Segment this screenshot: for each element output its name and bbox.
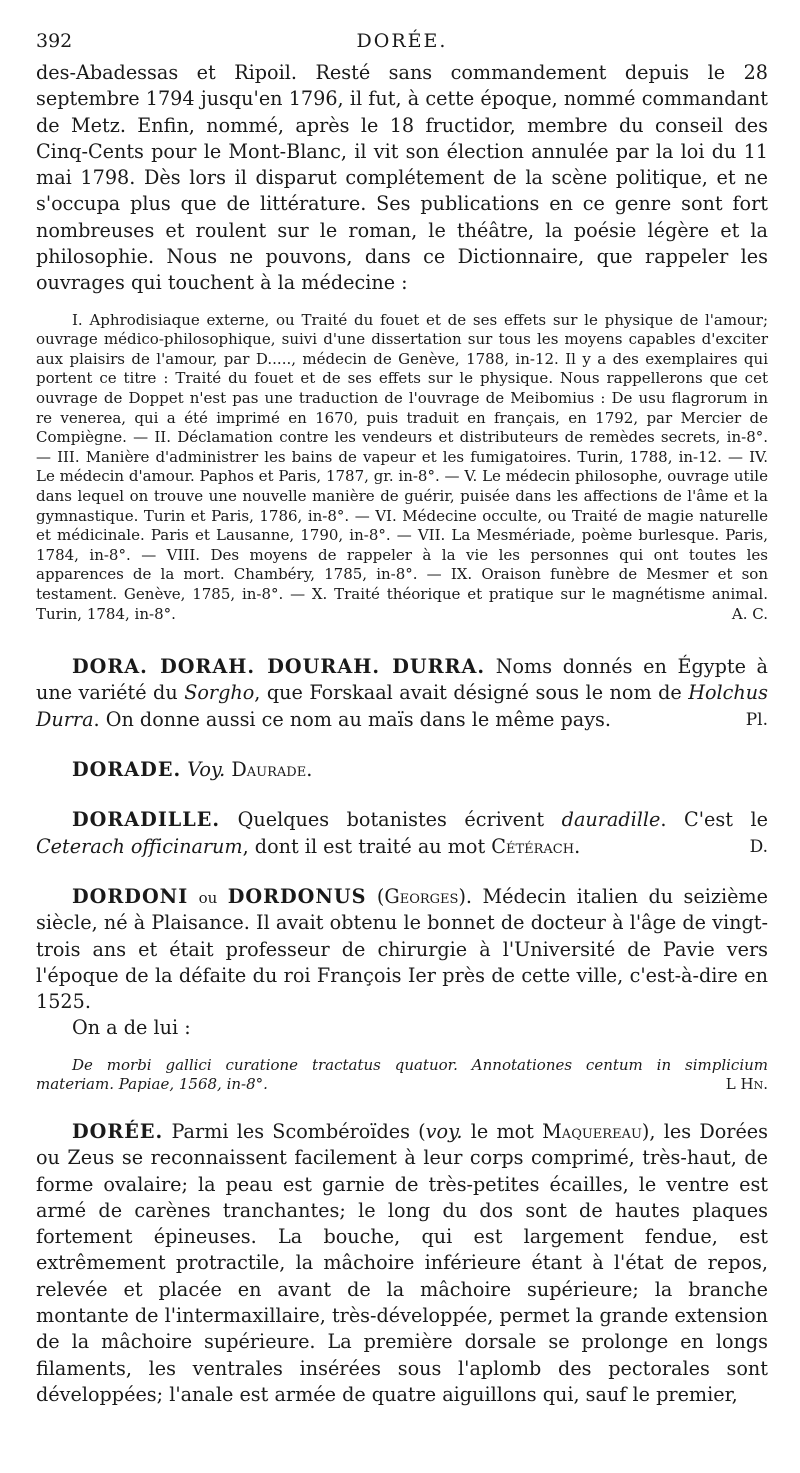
dora-text-1: Noms donnés en Égypte à une variété du bbox=[36, 655, 768, 705]
doppet-bibliography-block bbox=[36, 311, 768, 625]
doree-text-1: Parmi les Scombéroïdes ( bbox=[171, 1119, 426, 1143]
page-number: 392 bbox=[36, 30, 73, 52]
doree-text-2: le mot bbox=[462, 1119, 543, 1143]
dordoni-signature: L Hn. bbox=[725, 1075, 768, 1094]
doradille-ref: Cétérach. bbox=[491, 834, 581, 858]
doradille-ceterach: Ceterach officinarum bbox=[36, 834, 243, 858]
dora-text-2: , que Forskaal avait désigné sous le nom de bbox=[254, 681, 689, 705]
doradille-signature: D. bbox=[749, 836, 768, 857]
doppet-bibliography-text: I. Aphrodisiaque externe, ou Traité du fouet et de ses effets sur le physique de l'amour; ouvrage médico-philosophique, suivi d'une dissertation sur tous les moyens capables d'exciter aux plaisirs de l'amour, par D....., médecin de Genève, 1788, in-12. Il y a des exemplaires qui portent ce titre : Traité du fouet et de ses effets sur le physique. Nous rappellerons que cet ouvrage de Doppet n'est pas une traduction de l'ouvrage de Meibomius : De usu flagrorum in re venerea, qui a été imprimé en 1670, puis traduit en français, en 1792, par Mercier de Compiègne. — II. Déclamation contre les vendeurs et distributeurs de remèdes secrets, in-8°. — III. Manière d'administrer les bains de vapeur et les fumigatoires. Turin, 1788, in-12. — IV. Le médecin d'amour. Paphos et Paris, 1787, gr. in-8°. — V. Le médecin philosophe, ouvrage utile dans lequel on trouve une nouvelle manière de guérir, puisée dans les affections de l'âme et la gymnastique. Turin et Paris, 1786, in-8°. — VI. Médecine occulte, ou Traité de magie naturelle et médicinale. Paris et Lausanne, 1790, in-8°. — VII. La Mesmériade, poème burlesque. Paris, 1784, in-8°. — VIII. Des moyens de rappeler à la vie les personnes qui ont toutes les apparences de la mort. Chambéry, 1785, in-8°. — IX. Oraison funèbre de Mesmer et son testament. Genève, 1785, in-8°. — X. Traité théorique et pratique sur le magnétisme animal. Turin, 1784, in-8°. bbox=[36, 310, 768, 623]
dordoni-work: De morbi gallici curatione tractatus quatuor. Annotationes centum in simplicium materiam. Papiae, 1568, in-8°. bbox=[36, 1055, 768, 1094]
doradille-text-3: , dont il est traité au mot bbox=[242, 834, 492, 858]
entry-dora bbox=[36, 654, 768, 733]
doppet-signature: A. C. bbox=[731, 604, 768, 623]
running-header bbox=[36, 26, 768, 60]
doree-voy: voy. bbox=[425, 1119, 463, 1143]
entry-dorade bbox=[36, 757, 768, 783]
doradille-headword: DORADILLE. bbox=[72, 808, 221, 832]
dordoni-work-paragraph bbox=[36, 1056, 768, 1095]
dordoni-ou: ou bbox=[198, 888, 218, 907]
entry-dordoni bbox=[36, 884, 768, 1015]
doree-ref: Maquereau bbox=[542, 1119, 642, 1143]
dora-sorgho: Sorgho bbox=[184, 681, 255, 705]
running-title: DORÉE. bbox=[356, 30, 448, 52]
dordoni-headword-1: DORDONI bbox=[72, 884, 189, 908]
dordoni-lead: On a de lui : bbox=[72, 1016, 191, 1040]
dordoni-work-block bbox=[36, 1056, 768, 1095]
doree-headword: DORÉE. bbox=[72, 1119, 164, 1143]
doradille-dauradille: dauradille bbox=[561, 808, 661, 832]
doree-text-3: ), les Dorées ou Zeus se reconnaissent facilement à leur corps comprimé, très-haut, de forme ovalaire; la peau est garnie de très-petites écailles, le ventre est armé de carènes tranchantes; le long du dos sont de hautes plaques fortement épineuses. La bouche, qui est largement fendue, est extrêmement protractile, la mâchoire inférieure étant à l'état de repos, relevée et placée en avant de la mâchoire supérieure; la branche montante de l'intermaxillaire, très-développée, permet la grande extension de la mâchoire supérieure. La première dorsale se prolonge en longs filaments, les ventrales insérées sous l'aplomb des pectorales sont développées; l'anale est armée de quatre aiguillons qui, sauf le premier, bbox=[36, 1119, 769, 1406]
dora-holchus: Holchus Durra bbox=[36, 681, 768, 731]
dora-signature: Pl. bbox=[745, 709, 768, 730]
dora-headword: DORA. DORAH. DOURAH. DURRA. bbox=[72, 655, 486, 679]
doppet-bibliography bbox=[36, 311, 768, 625]
dordoni-headword-2: DORDONUS bbox=[227, 884, 367, 908]
dorade-headword: DORADE. bbox=[72, 758, 182, 782]
dora-text-3: . On donne aussi ce nom au maïs dans le même pays. bbox=[93, 707, 611, 731]
entry-doree bbox=[36, 1119, 768, 1408]
dorade-ref: Daurade. bbox=[231, 758, 313, 782]
doradille-text-2: . C'est le bbox=[660, 808, 768, 832]
doradille-text-1: Quelques botanistes écrivent bbox=[237, 808, 562, 832]
doppet-continuation: des-Abadessas et Ripoil. Resté sans commandement depuis le 28 septembre 1794 jusqu'en 1796, il fut, à cette époque, nommé commandant de Metz. Enfin, nommé, après le 18 fructidor, membre du conseil des Cinq-Cents pour le Mont-Blanc, il vit son élection annulée par la loi du 11 mai 1798. Dès lors il disparut complétement de la scène politique, et ne s'occupa plus que de littérature. Ses publications en ce genre sont fort nombreuses et roulent sur le roman, le théâtre, la poésie légère et la philosophie. Nous ne pouvons, dans ce Dictionnaire, que rappeler les ouvrages qui touchent à la médecine : bbox=[36, 61, 768, 295]
dorade-voy: Voy. bbox=[187, 758, 226, 782]
entry-doradille bbox=[36, 807, 768, 860]
dordoni-text: Médecin italien du seizième siècle, né à Plaisance. Il avait obtenu le bonnet de docteur à l'âge de vingt-trois ans et était professeur de chirurgie à l'Université de Pavie vers l'époque de la défaite du roi François Ier près de cette ville, c'est-à-dire en 1525. bbox=[36, 884, 768, 1014]
dordoni-forename: (Georges). bbox=[376, 884, 473, 908]
